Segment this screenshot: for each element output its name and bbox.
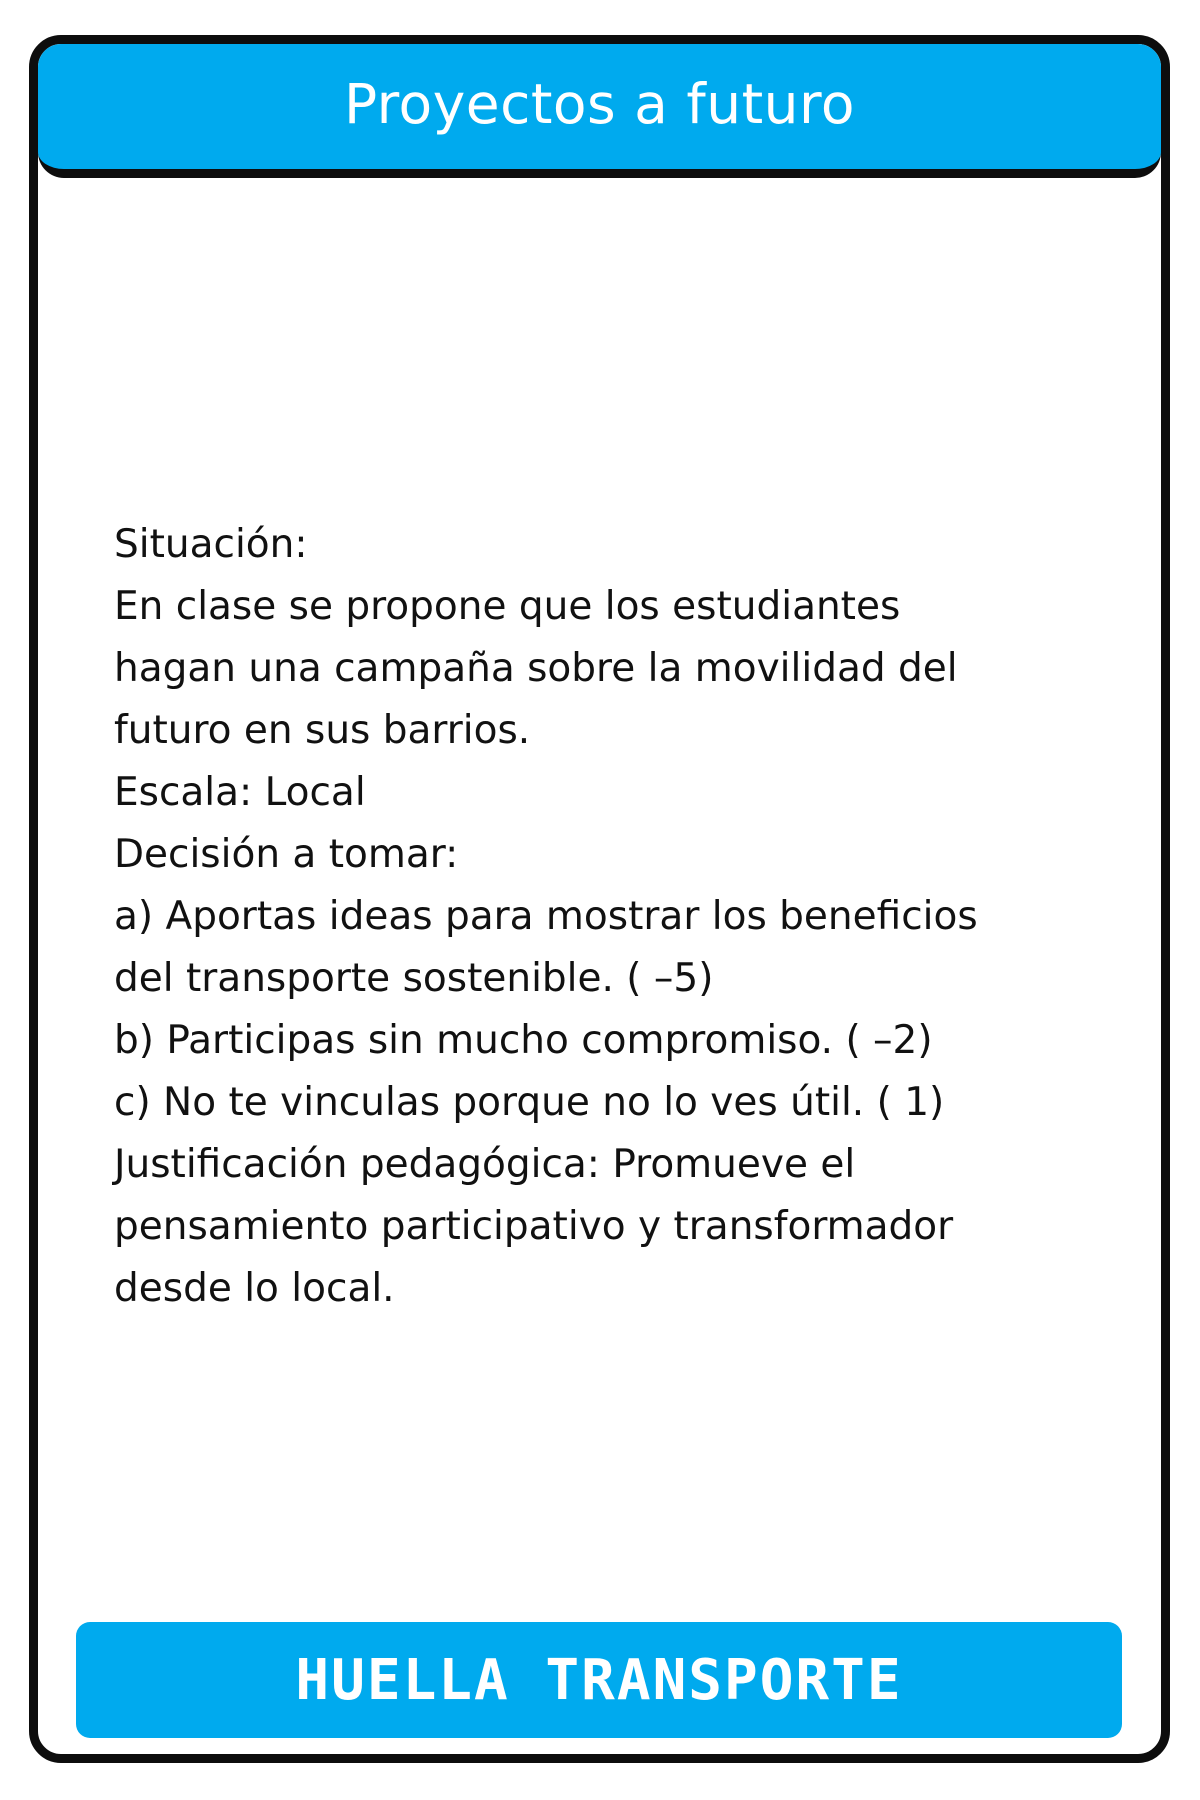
justification-line: Justificación pedagógica: Promueve el xyxy=(114,1142,856,1187)
justification-line: desde lo local. xyxy=(114,1266,395,1311)
situation-text-line: futuro en sus barrios. xyxy=(114,708,531,753)
option-a-line: del transporte sostenible. ( –5) xyxy=(114,956,714,1001)
card-header xyxy=(38,44,1161,178)
justification-line: pensamiento participativo y transformador xyxy=(114,1204,954,1249)
card-title: Proyectos a futuro xyxy=(343,71,856,136)
card xyxy=(29,35,1170,1763)
situation-heading: Situación: xyxy=(114,522,308,567)
card-body xyxy=(114,514,1114,1320)
situation-text-line: En clase se propone que los estudiantes xyxy=(114,584,901,629)
option-b-line: b) Participas sin mucho compromiso. ( –2) xyxy=(114,1018,933,1063)
decision-heading: Decisión a tomar: xyxy=(114,832,459,877)
situation-text-line: hagan una campaña sobre la movilidad del xyxy=(114,646,958,691)
scale-label: Escala: Local xyxy=(114,770,366,815)
option-a-line: a) Aportas ideas para mostrar los beneficios xyxy=(114,894,978,939)
footer-label: HUELLA TRANSPORTE xyxy=(295,1647,903,1713)
option-c-line: c) No te vinculas porque no lo ves útil. ( 1) xyxy=(114,1080,945,1125)
footer-banner xyxy=(76,1622,1122,1738)
